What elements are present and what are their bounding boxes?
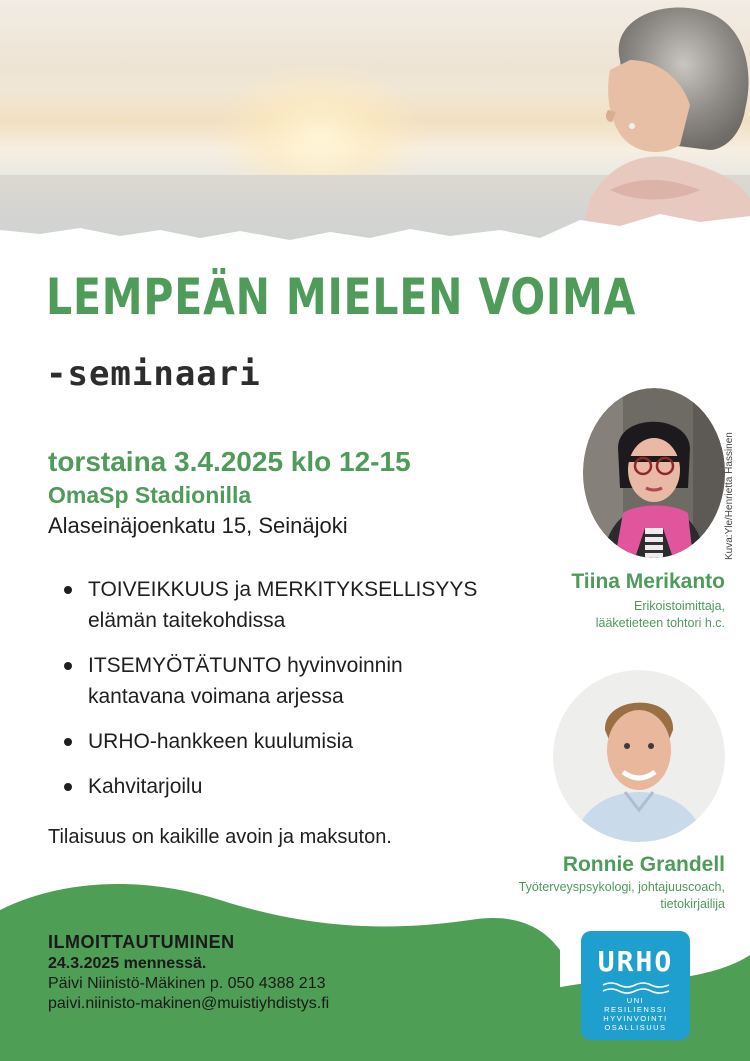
list-item: URHO-hankkeen kuulumisia bbox=[62, 726, 502, 757]
speaker-name-1: Tiina Merikanto bbox=[571, 570, 725, 593]
bullet-icon bbox=[64, 738, 72, 746]
registration-contact-email[interactable]: paivi.niinisto-makinen@muistiyhdistys.fi bbox=[48, 995, 330, 1012]
urho-logo bbox=[581, 931, 690, 1040]
list-item: TOIVEIKKUUS ja MERKITYKSELLISYYS elämän taitekohdissa bbox=[62, 574, 502, 636]
speaker-role-1: Erikoistoimittaja, lääketieteen tohtori h.c. bbox=[595, 599, 725, 630]
speaker-name-2: Ronnie Grandell bbox=[562, 853, 725, 876]
list-item: Kahvitarjoilu bbox=[62, 771, 502, 802]
list-item: ITSEMYÖTÄTUNTO hyvinvoinnin kantavana voimana arjessa bbox=[62, 650, 502, 712]
event-title: LEMPEÄN MIELEN VOIMA bbox=[46, 268, 637, 326]
speaker-photo-tiina bbox=[583, 388, 725, 558]
open-event-note: Tilaisuus on kaikille avoin ja maksuton. bbox=[48, 826, 392, 848]
speaker-role-2: Työterveyspsykologi, johtajuuscoach, tietokirjailija bbox=[518, 880, 725, 911]
topic-list bbox=[62, 574, 502, 816]
registration-contact-phone: Päivi Niinistö-Mäkinen p. 050 4388 213 bbox=[48, 975, 326, 992]
wave-icon bbox=[601, 980, 671, 994]
registration-deadline: 24.3.2025 mennessä. bbox=[48, 955, 207, 972]
urho-logo-wordmark: URHO bbox=[597, 945, 674, 978]
photo-credit: Kuva:Yle/Henrietta Hassinen bbox=[724, 432, 735, 560]
urho-logo-tagline: UNI RESILIENSSI HYVINVOINTI OSALLISUUS bbox=[603, 996, 668, 1032]
speaker-photo-ronnie bbox=[553, 670, 725, 842]
bullet-icon bbox=[64, 783, 72, 791]
bullet-icon bbox=[64, 662, 72, 670]
registration-block bbox=[48, 932, 329, 1013]
event-venue: OmaSp Stadionilla bbox=[48, 482, 252, 508]
torn-paper-edge bbox=[0, 200, 750, 270]
event-subtitle: -seminaari bbox=[46, 354, 261, 394]
registration-heading: ILMOITTAUTUMINEN bbox=[48, 932, 235, 952]
event-date: torstaina 3.4.2025 klo 12-15 bbox=[48, 446, 411, 477]
event-address: Alaseinäjoenkatu 15, Seinäjoki bbox=[48, 513, 348, 538]
bullet-icon bbox=[64, 586, 72, 594]
hero-photo bbox=[0, 0, 750, 270]
